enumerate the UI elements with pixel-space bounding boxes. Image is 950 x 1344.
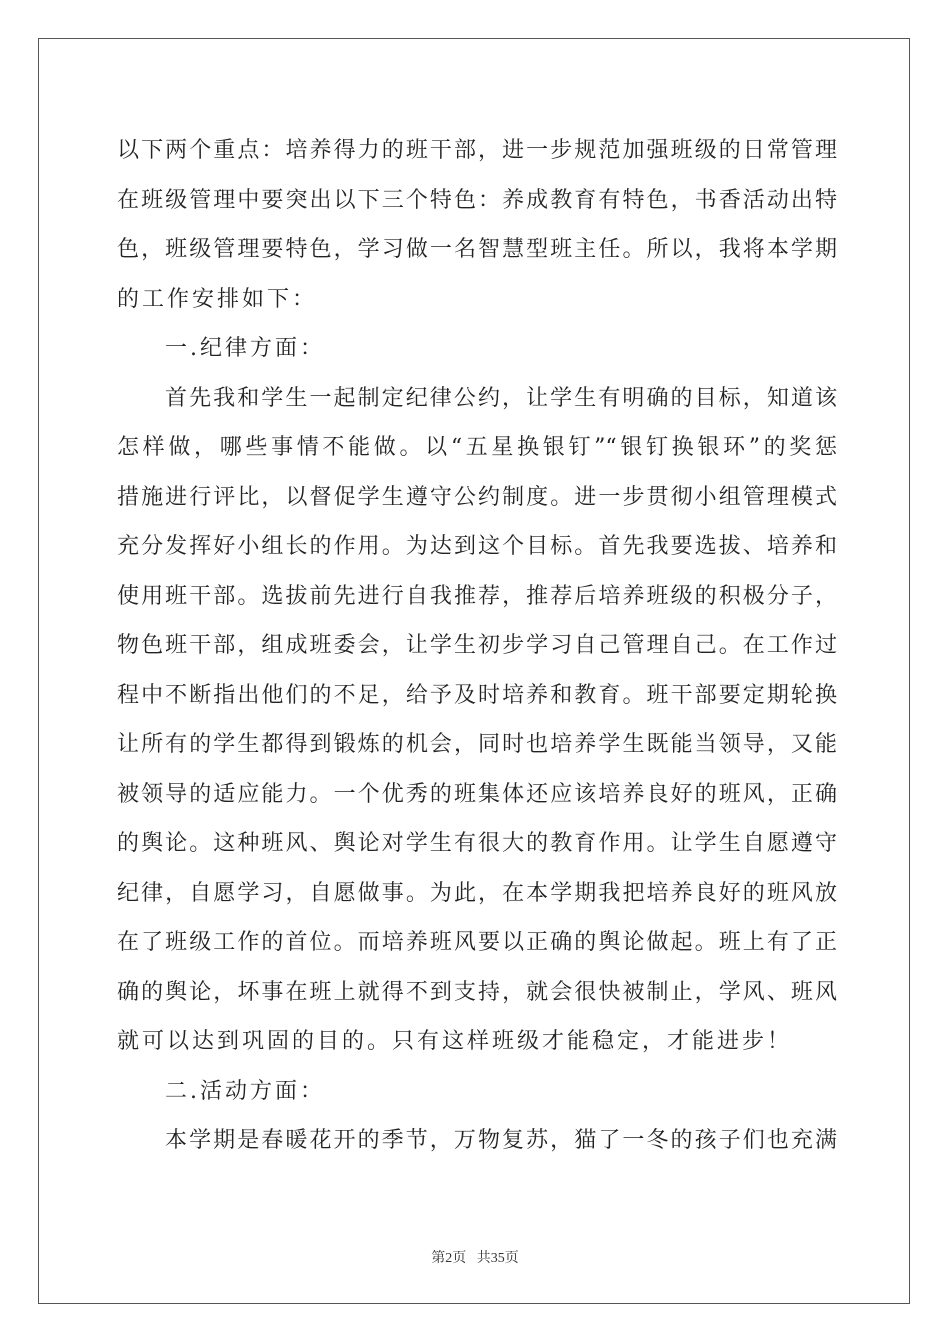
text-line: 被领导的适应能力。一个优秀的班集体还应该培养良好的班风，正确 [117, 781, 837, 807]
text-line: 物色班干部，组成班委会，让学生初步学习自己管理自己。在工作过 [117, 633, 837, 658]
text-line: 让所有的学生都得到锻炼的机会，同时也培养学生既能当领导，又能 [117, 732, 837, 757]
text-line: 的舆论。这种班风、舆论对学生有很大的教育作用。让学生自愿遵守 [117, 831, 837, 856]
text-line: 怎样做，哪些事情不能做。以“五星换银钉”“银钉换银环”的奖惩 [117, 435, 837, 460]
text-line: 的工作安排如下： [117, 286, 318, 312]
text-line: 程中不断指出他们的不足，给予及时培养和教育。班干部要定期轮换 [117, 682, 837, 708]
text-line: 纪律，自愿学习，自愿做事。为此，在本学期我把培养良好的班风放 [117, 880, 837, 906]
text-line: 就可以达到巩固的目的。只有这样班级才能稳定，才能进步！ [117, 1029, 793, 1054]
text-line: 本学期是春暖花开的季节，万物复苏，猫了一冬的孩子们也充满 [165, 1128, 837, 1153]
text-line: 使用班干部。选拔前先进行自我推荐，推荐后培养班级的积极分子， [117, 583, 837, 609]
text-line: 首先我和学生一起制定纪律公约，让学生有明确的目标，知道该 [165, 385, 837, 411]
text-line: 以下两个重点：培养得力的班干部，进一步规范加强班级的日常管理 [117, 138, 837, 163]
page-footer [0, 1247, 950, 1267]
text-line: 充分发挥好小组长的作用。为达到这个目标。首先我要选拔、培养和 [117, 534, 837, 559]
text-line: 在班级管理中要突出以下三个特色：养成教育有特色，书香活动出特 [117, 187, 837, 213]
text-line: 色，班级管理要特色，学习做一名智慧型班主任。所以，我将本学期 [117, 237, 837, 262]
text-line: 确的舆论，坏事在班上就得不到支持，就会很快被制止，学风、班风 [117, 979, 837, 1005]
text-line: 在了班级工作的首位。而培养班风要以正确的舆论做起。班上有了正 [117, 930, 837, 955]
section-heading: 二.活动方面： [165, 1078, 325, 1104]
document-body [117, 126, 837, 1166]
page-number: 第2页 共35页 [431, 1251, 519, 1266]
section-heading: 一.纪律方面： [165, 336, 325, 361]
text-line: 措施进行评比，以督促学生遵守公约制度。进一步贯彻小组管理模式 [117, 484, 837, 510]
